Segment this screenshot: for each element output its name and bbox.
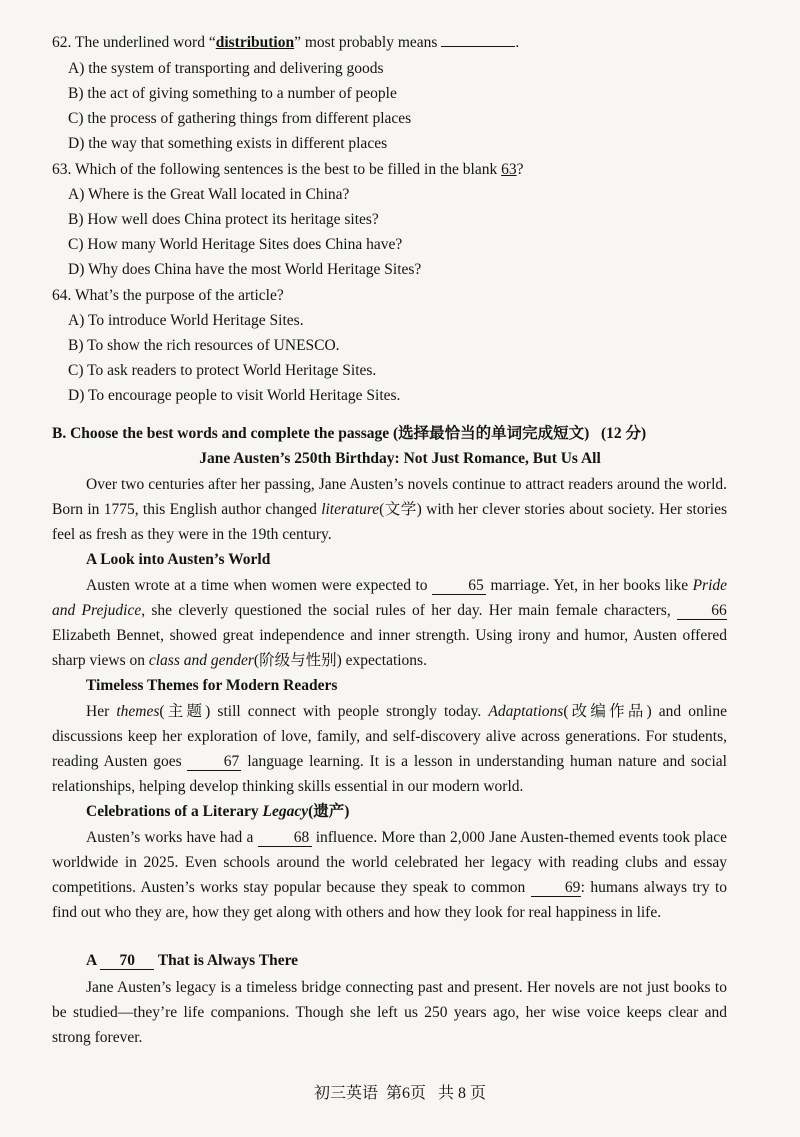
answer-blank bbox=[441, 46, 515, 47]
stem-text: 63. Which of the following sentences is the best to be filled in the blank bbox=[52, 161, 502, 178]
stem-end: . bbox=[515, 34, 520, 51]
text: (阶级与性别) expectations. bbox=[253, 652, 427, 669]
option-64-c: C) To ask readers to protect World Heritage Sites. bbox=[68, 362, 377, 379]
option-64-d: D) To encourage people to visit World Heritage Sites. bbox=[68, 387, 401, 404]
text: (遗产) bbox=[308, 803, 350, 820]
text: , she cleverly questioned the social rules of her day. Her main female characters, bbox=[141, 602, 677, 619]
text: influence. More than 2,000 Jane Austen-themed events took place worldwide in 2025. Even schools around the world celebrated her legacy with reading clubs and essay competitions. Austen’s works stay popular because they speak to common bbox=[52, 829, 728, 896]
text: Austen wrote at a time when women were expected to bbox=[86, 577, 433, 594]
text: : humans always try to find out who they are, how they get along with others and how they look for real happiness in life. bbox=[52, 879, 728, 921]
option-64-b: B) To show the rich resources of UNESCO. bbox=[68, 337, 340, 354]
option-63-c: C) How many World Heritage Sites does China have? bbox=[68, 236, 403, 253]
subheading-celebrations bbox=[86, 802, 349, 822]
subheading-timeless-themes: Timeless Themes for Modern Readers bbox=[86, 677, 338, 694]
question-63-stem bbox=[52, 160, 524, 180]
italic-term: themes bbox=[116, 703, 160, 720]
subheading-always-there bbox=[86, 951, 298, 971]
text: (文学) with her clever stories about society. Her stories feel as fresh as they were in the 19th century. bbox=[52, 501, 727, 543]
italic-term: Pride and Prejudice bbox=[52, 577, 727, 619]
stem-end: ? bbox=[516, 161, 524, 178]
text: language learning. It is a lesson in understanding human nature and social relationships, helping develop thinking skills essential in our modern world. bbox=[52, 753, 727, 795]
italic-term: Legacy bbox=[262, 803, 309, 820]
passage-title: Jane Austen’s 250th Birthday: Not Just Romance, But Us All bbox=[199, 450, 601, 467]
text: A bbox=[86, 952, 101, 969]
option-62-d: D) the way that something exists in different places bbox=[68, 135, 388, 152]
paragraph-5: Jane Austen’s legacy is a timeless bridge connecting past and present. Her novels are not just books to be studied—they’re life companions. Though she left us 250 years ago, her wise voice keeps clear and strong forever. bbox=[52, 979, 727, 1046]
italic-term: class and gender bbox=[148, 652, 254, 669]
text: Elizabeth Bennet, showed great independence and inner strength. Using irony and humor, Austen offered sharp views on bbox=[52, 627, 727, 669]
option-63-d: D) Why does China have the most World Heritage Sites? bbox=[68, 261, 422, 278]
text: (改编作品) and online discussions keep her exploration of love, family, and self-discovery alive across generations. For students, reading Austen goes bbox=[52, 703, 727, 770]
option-62-b: B) the act of giving something to a number of people bbox=[68, 85, 397, 102]
paragraph-1 bbox=[52, 472, 727, 547]
blank-70: 70 bbox=[100, 953, 154, 970]
text: That is Always There bbox=[154, 952, 299, 969]
subheading-austen-world: A Look into Austen’s World bbox=[86, 551, 271, 568]
text: (主题) still connect with people strongly today. bbox=[159, 703, 489, 720]
question-64-stem: 64. What’s the purpose of the article? bbox=[52, 287, 284, 304]
section-b-heading: B. Choose the best words and complete the passage (选择最恰当的单词完成短文) (12 分) bbox=[52, 425, 647, 442]
text: Celebrations of a Literary bbox=[86, 803, 263, 820]
blank-68: 68 bbox=[258, 830, 312, 847]
option-62-a: A) the system of transporting and delivering goods bbox=[68, 60, 384, 77]
paragraph-2 bbox=[52, 573, 727, 673]
blank-ref: 63 bbox=[501, 161, 517, 178]
option-63-a: A) Where is the Great Wall located in China? bbox=[68, 186, 350, 203]
text: Austen’s works have had a bbox=[86, 829, 258, 846]
text: Over two centuries after her passing, Jane Austen’s novels continue to attract readers around the world. Born in 1775, this English author changed bbox=[52, 476, 727, 518]
blank-65: 65 bbox=[432, 578, 486, 595]
text: marriage. Yet, in her books like bbox=[486, 577, 693, 594]
option-62-c: C) the process of gathering things from different places bbox=[68, 110, 412, 127]
underlined-word: distribution bbox=[215, 34, 295, 51]
blank-66: 66 bbox=[677, 603, 727, 620]
text: Her bbox=[86, 703, 117, 720]
page-footer: 初三英语 第6页 共 8 页 bbox=[313, 1085, 486, 1102]
blank-67: 67 bbox=[187, 754, 241, 771]
italic-term: literature bbox=[321, 501, 380, 518]
stem-text: 62. The underlined word “ bbox=[52, 34, 216, 51]
paragraph-4 bbox=[52, 825, 727, 925]
blank-69: 69 bbox=[531, 880, 581, 897]
question-62-stem bbox=[52, 33, 519, 53]
option-64-a: A) To introduce World Heritage Sites. bbox=[68, 312, 304, 329]
stem-text: ” most probably means bbox=[294, 34, 438, 51]
italic-term: Adaptations bbox=[488, 703, 564, 720]
option-63-b: B) How well does China protect its heritage sites? bbox=[68, 211, 379, 228]
paragraph-3 bbox=[52, 699, 727, 799]
